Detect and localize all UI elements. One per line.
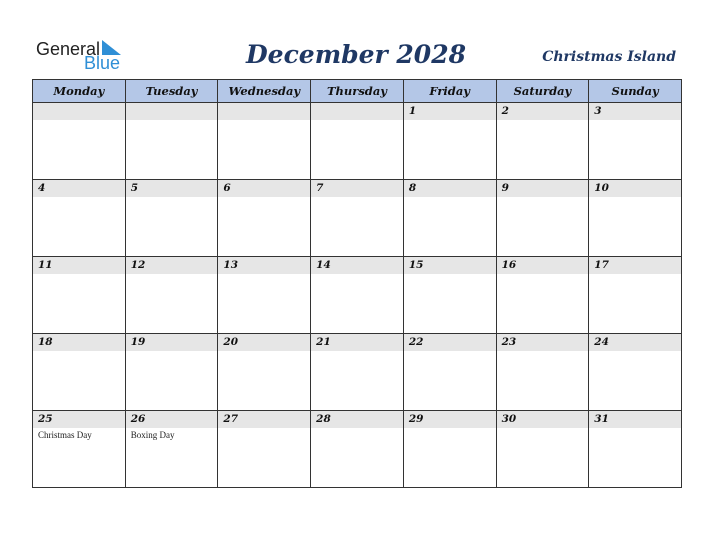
- day-number: 19: [130, 336, 146, 348]
- day-number-band: [497, 411, 589, 428]
- day-cell: [311, 334, 404, 411]
- day-number-band: [33, 103, 125, 120]
- day-number: 8: [408, 182, 417, 194]
- day-number-band: [311, 411, 403, 428]
- day-number: 22: [408, 336, 424, 348]
- day-number: 5: [130, 182, 139, 194]
- day-number: 24: [594, 336, 609, 348]
- day-cell: [218, 257, 311, 334]
- day-cell: [126, 103, 219, 180]
- day-number: 2: [501, 105, 509, 117]
- day-number: 29: [408, 413, 424, 425]
- day-number-band: [497, 180, 589, 197]
- day-number: 15: [408, 259, 424, 271]
- day-cell: [589, 257, 682, 334]
- day-number-band: [589, 257, 681, 274]
- day-cell: [218, 334, 311, 411]
- day-number: 31: [594, 413, 609, 425]
- day-number: 7: [316, 182, 324, 194]
- day-cell: [589, 180, 682, 257]
- day-number-band: [497, 103, 589, 120]
- day-cell: [218, 103, 311, 180]
- day-cell: [589, 411, 682, 488]
- day-number: 26: [130, 413, 146, 425]
- day-number-band: [33, 334, 125, 351]
- day-number: 30: [501, 413, 517, 425]
- day-number-band: [218, 334, 310, 351]
- day-number: 20: [223, 336, 239, 348]
- day-cell: [497, 411, 590, 488]
- holiday-label: Boxing Day: [130, 430, 175, 440]
- weekday-header: Wednesday: [218, 80, 311, 103]
- day-cell: [33, 334, 126, 411]
- day-cell: [126, 411, 219, 488]
- day-cell: [497, 257, 590, 334]
- day-number: 4: [38, 182, 46, 194]
- day-cell: [497, 180, 590, 257]
- day-number: 6: [223, 182, 231, 194]
- day-number: 21: [316, 336, 331, 348]
- day-number-band: [126, 411, 218, 428]
- day-number-band: [404, 334, 496, 351]
- day-number: 18: [38, 336, 53, 348]
- day-cell: [218, 411, 311, 488]
- day-number-band: [311, 103, 403, 120]
- day-number: 9: [501, 182, 509, 194]
- day-cell: [126, 257, 219, 334]
- day-number: 28: [316, 413, 331, 425]
- day-cell: [311, 180, 404, 257]
- day-number-band: [589, 180, 681, 197]
- weekday-header: Thursday: [311, 80, 404, 103]
- day-number: 23: [501, 336, 517, 348]
- region-name: Christmas Island: [542, 49, 676, 65]
- day-number-band: [33, 411, 125, 428]
- day-number-band: [218, 180, 310, 197]
- day-number-band: [126, 180, 218, 197]
- holiday-label: Christmas Day: [38, 430, 92, 440]
- day-cell: [589, 334, 682, 411]
- calendar-grid: [32, 79, 682, 488]
- day-number-band: [311, 334, 403, 351]
- day-number: 16: [501, 259, 517, 271]
- day-cell: [589, 103, 682, 180]
- day-cell: [404, 180, 497, 257]
- day-number-band: [33, 257, 125, 274]
- weekday-header: Sunday: [589, 80, 682, 103]
- day-cell: [126, 180, 219, 257]
- day-number-band: [497, 334, 589, 351]
- weekday-header: Tuesday: [126, 80, 219, 103]
- day-number: 3: [594, 105, 602, 117]
- day-number-band: [404, 180, 496, 197]
- day-number-band: [589, 103, 681, 120]
- day-cell: [311, 411, 404, 488]
- weekday-header: Friday: [404, 80, 497, 103]
- day-number: 17: [594, 259, 609, 271]
- day-number-band: [218, 257, 310, 274]
- day-number: 1: [408, 105, 417, 117]
- day-number: 27: [223, 413, 239, 425]
- day-cell: [311, 103, 404, 180]
- generalblue-logo: [36, 38, 136, 74]
- day-cell: [497, 334, 590, 411]
- day-cell: [126, 334, 219, 411]
- day-number-band: [126, 334, 218, 351]
- day-cell: [33, 411, 126, 488]
- day-number-band: [126, 103, 218, 120]
- day-number-band: [33, 180, 125, 197]
- day-number: 11: [38, 259, 53, 271]
- day-number-band: [589, 411, 681, 428]
- day-number: 10: [594, 182, 609, 194]
- day-number-band: [404, 411, 496, 428]
- day-cell: [33, 180, 126, 257]
- day-number-band: [589, 334, 681, 351]
- day-cell: [404, 334, 497, 411]
- day-number-band: [311, 180, 403, 197]
- day-cell: [218, 180, 311, 257]
- day-cell: [404, 411, 497, 488]
- day-number: 12: [130, 259, 146, 271]
- day-number-band: [497, 257, 589, 274]
- weekday-header: Saturday: [497, 80, 590, 103]
- weekday-header: Monday: [33, 80, 126, 103]
- day-cell: [33, 257, 126, 334]
- calendar-title: December 2028: [245, 40, 466, 69]
- day-number-band: [126, 257, 218, 274]
- logo-blue-text: Blue: [84, 53, 121, 73]
- logo-general-text: General: [36, 39, 101, 59]
- day-cell: [33, 103, 126, 180]
- day-number-band: [311, 257, 403, 274]
- day-cell: [311, 257, 404, 334]
- day-number: 13: [223, 259, 239, 271]
- day-number: 14: [316, 259, 331, 271]
- day-cell: [404, 103, 497, 180]
- day-number: 25: [38, 413, 53, 425]
- day-number-band: [218, 103, 310, 120]
- day-cell: [404, 257, 497, 334]
- day-cell: [497, 103, 590, 180]
- day-number-band: [404, 103, 496, 120]
- day-number-band: [218, 411, 310, 428]
- day-number-band: [404, 257, 496, 274]
